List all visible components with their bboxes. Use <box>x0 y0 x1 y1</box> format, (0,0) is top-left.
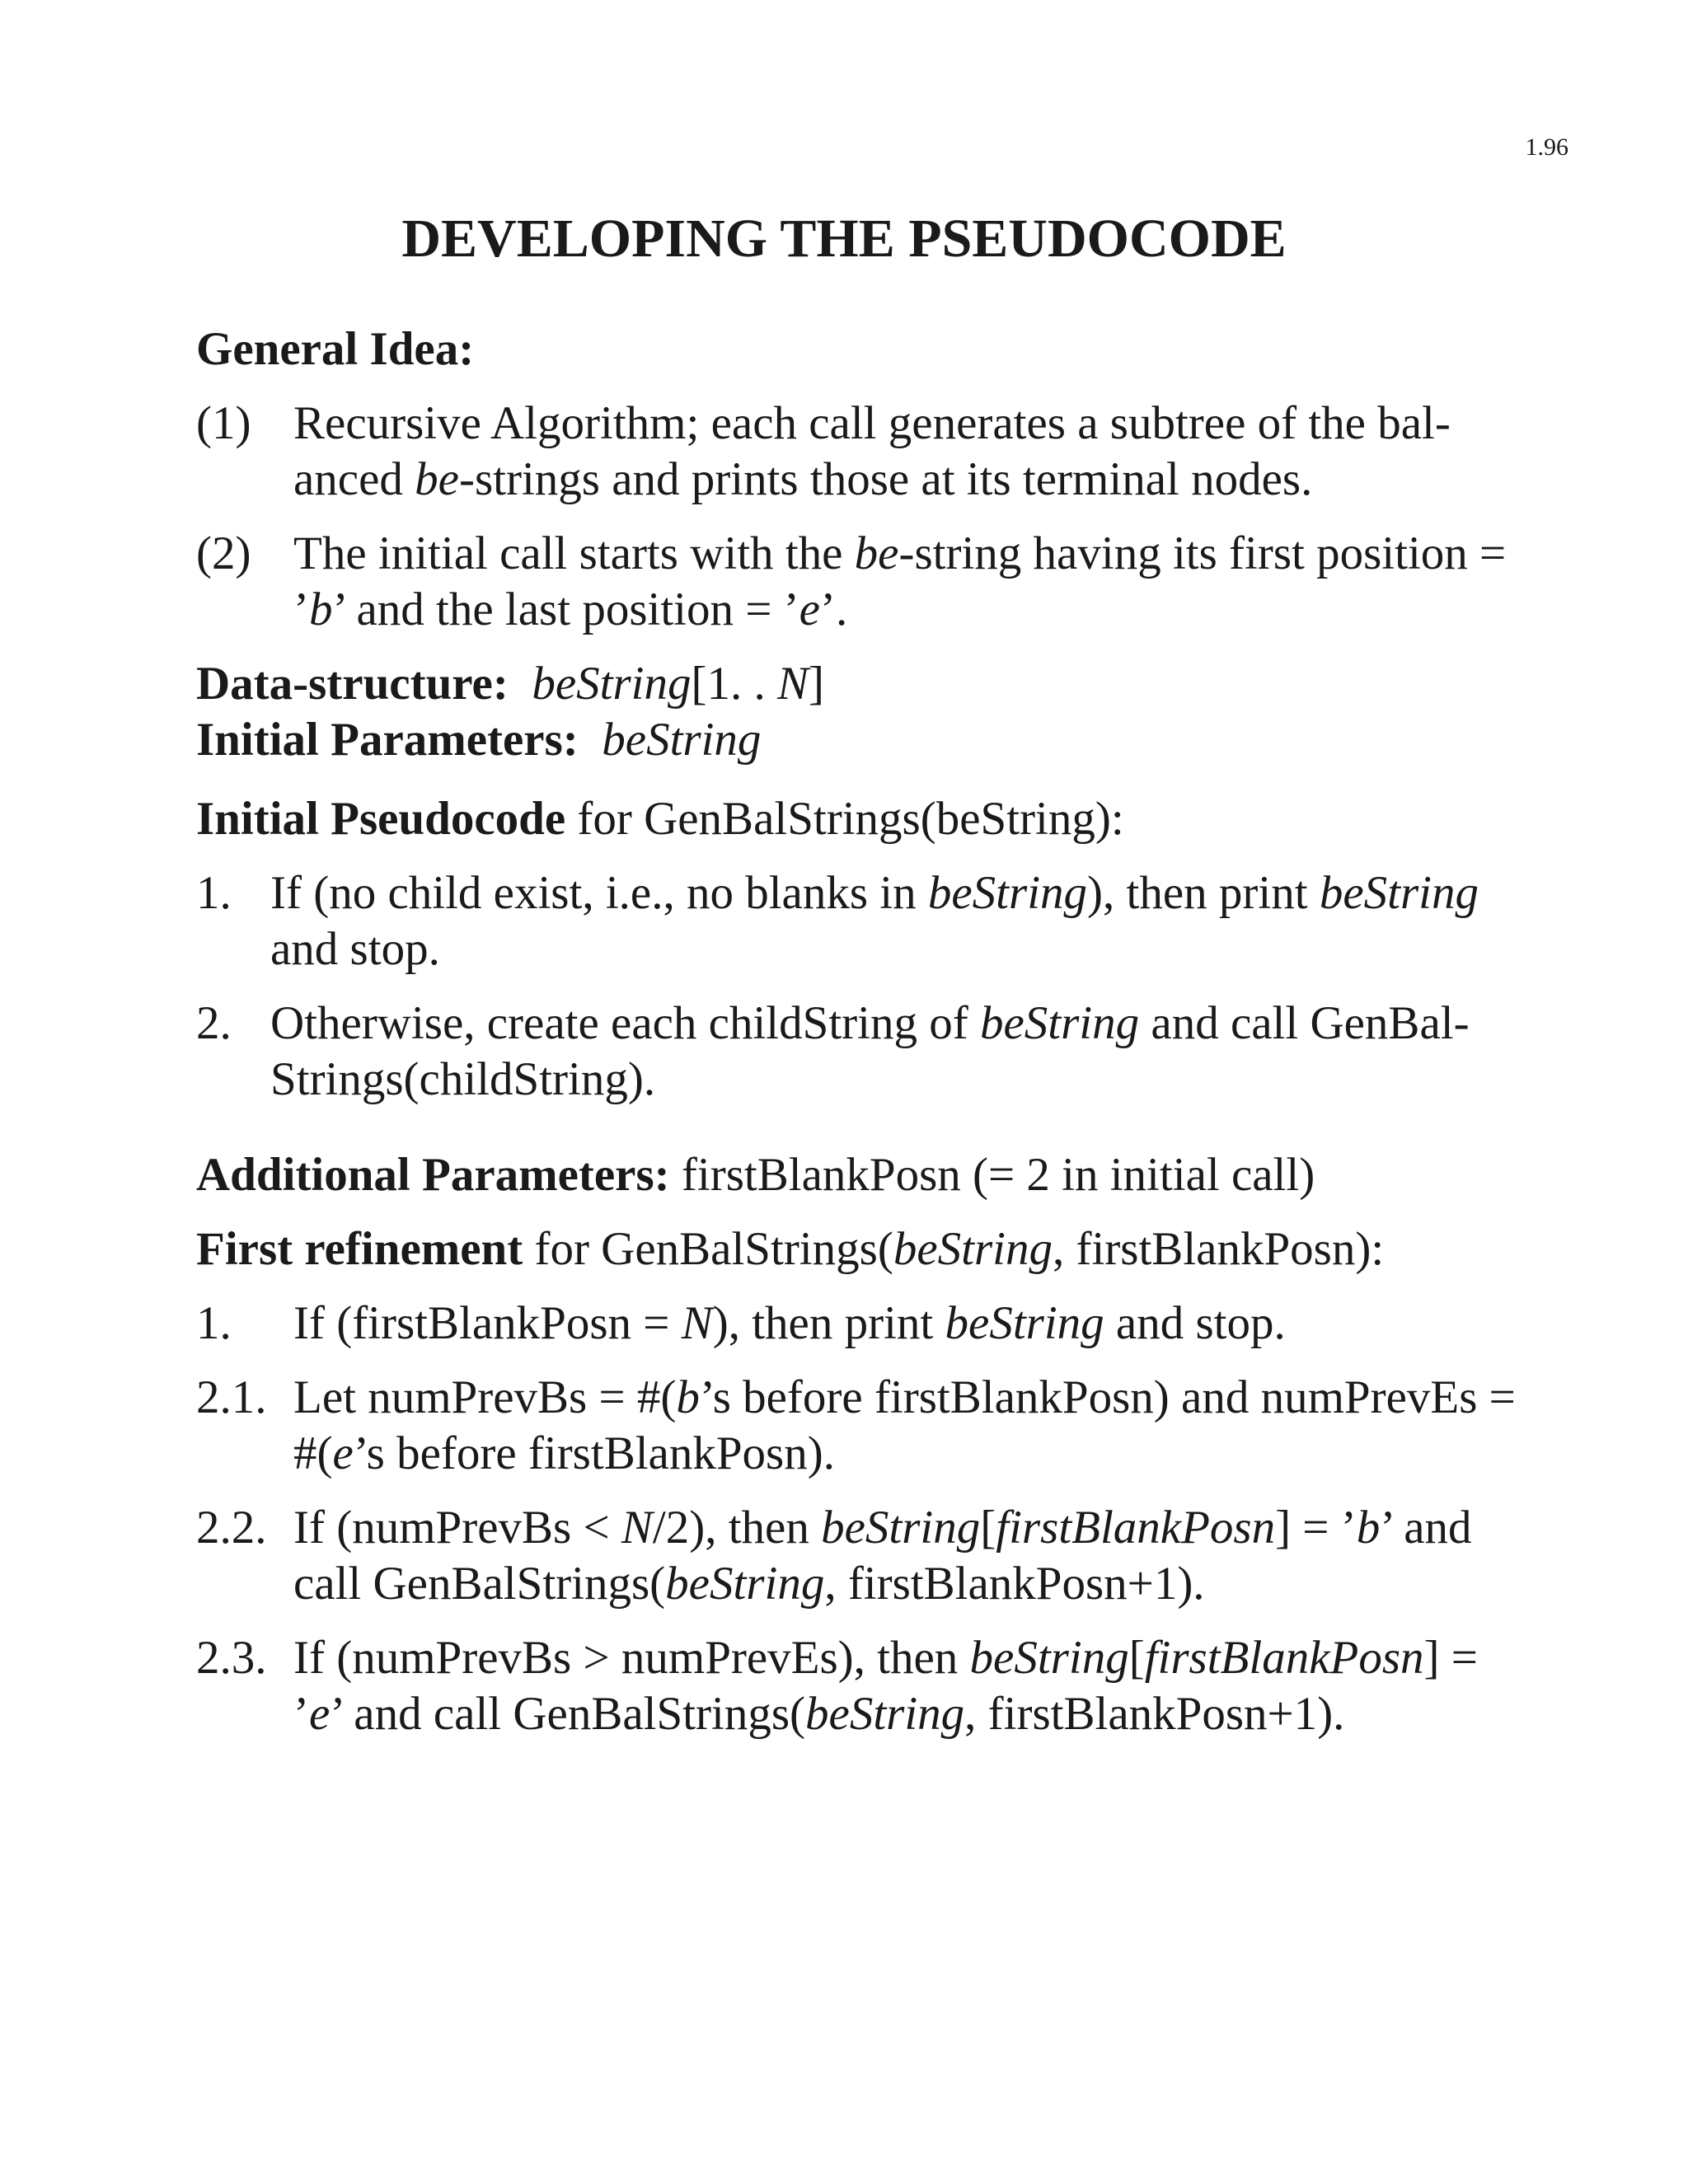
step-label: 1. <box>196 867 232 919</box>
initial-step-1 <box>196 865 1574 977</box>
step-text: If (no child exist, i.e., no blanks in beString), then print beString and stop. <box>270 867 1479 975</box>
initial-parameters-line <box>196 712 1574 768</box>
item-label: (1) <box>196 397 251 449</box>
page-title: DEVELOPING THE PSEUDOCODE <box>401 209 1287 269</box>
step-label: 2.2. <box>196 1502 267 1554</box>
initial-parameters-label: Initial Parameters: <box>196 714 579 766</box>
initial-pseudocode-heading: Initial Pseudocode for GenBalStrings(beString): <box>196 793 1124 845</box>
data-structure-label: Data-structure: <box>196 658 509 710</box>
step-label: 2.3. <box>196 1632 267 1684</box>
initial-parameters-value: beString <box>602 714 762 766</box>
step-text: If (firstBlankPosn = N), then print beString and stop. <box>293 1297 1286 1349</box>
general-idea-heading: General Idea: <box>196 323 475 375</box>
item-text: The initial call starts with the be-string having its first position = ’b’ and the last position = ’e’. <box>293 527 1507 635</box>
step-text: If (numPrevBs > numPrevEs), then beString[firstBlankPosn] = ’e’ and call GenBalStrings(beString, firstBlankPosn+1). <box>293 1632 1478 1740</box>
additional-parameters-label: Additional Parameters: <box>196 1149 670 1201</box>
step-label: 2.1. <box>196 1371 267 1423</box>
step-text: If (numPrevBs < N/2), then beString[firstBlankPosn] = ’b’ and call GenBalStrings(beString, firstBlankPosn+1). <box>293 1502 1472 1610</box>
data-structure-value: beString[1. . N] <box>532 658 824 710</box>
item-label: (2) <box>196 527 251 579</box>
page-body <box>196 321 1574 1742</box>
page-number: 1.96 <box>1525 134 1568 161</box>
item-text: Recursive Algorithm; each call generates a subtree of the bal- anced be-strings and prints those at its terminal nodes. <box>293 397 1451 505</box>
refinement-step-2-2 <box>196 1500 1574 1612</box>
initial-step-2 <box>196 996 1574 1108</box>
step-label: 2. <box>196 997 232 1049</box>
step-label: 1. <box>196 1297 232 1349</box>
first-refinement-heading: First refinement for GenBalStrings(beString, firstBlankPosn): <box>196 1223 1385 1275</box>
additional-parameters-line <box>196 1147 1574 1203</box>
general-idea-item-1 <box>196 396 1574 508</box>
additional-parameters-value: firstBlankPosn (= 2 in initial call) <box>669 1149 1315 1201</box>
data-structure-line <box>196 656 1574 712</box>
general-idea-item-2 <box>196 526 1574 638</box>
refinement-step-1 <box>196 1296 1574 1352</box>
refinement-step-2-3 <box>196 1630 1574 1742</box>
refinement-step-2-1 <box>196 1370 1574 1482</box>
step-text: Let numPrevBs = #(b’s before firstBlankPosn) and numPrevEs = #(e’s before firstBlankPosn). <box>293 1371 1516 1479</box>
step-text: Otherwise, create each childString of beString and call GenBal- Strings(childString). <box>270 997 1470 1105</box>
